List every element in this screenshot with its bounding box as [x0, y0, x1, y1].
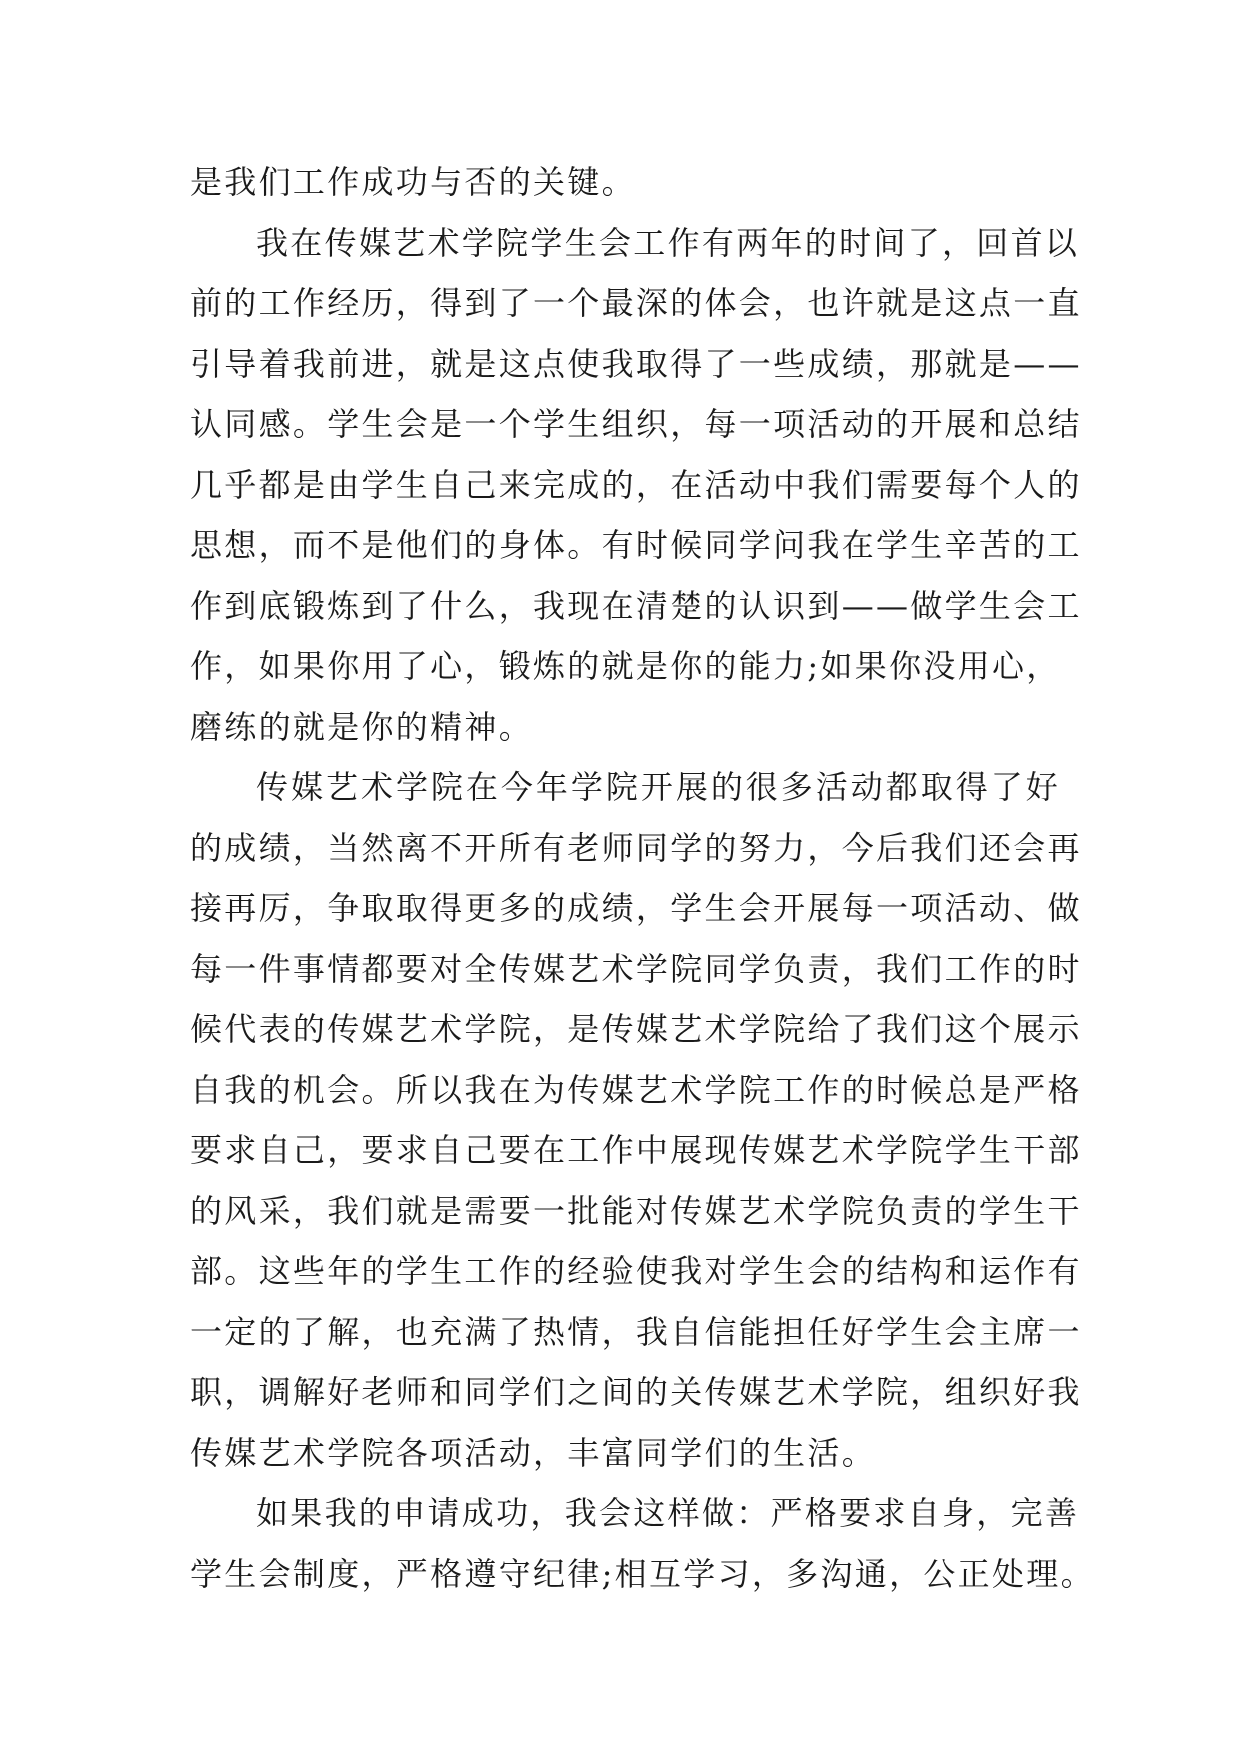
- paragraph-line: 几乎都是由学生自己来完成的，在活动中我们需要每个人的: [190, 465, 1082, 504]
- paragraph-line: 磨练的就是你的精神。: [190, 707, 534, 746]
- paragraph-line: 认同感。学生会是一个学生组织，每一项活动的开展和总结: [190, 405, 1082, 443]
- paragraph-line: 要求自己，要求自己要在工作中展现传媒艺术学院学生干部: [190, 1131, 1082, 1169]
- paragraph-line: 是我们工作成功与否的关键。: [190, 163, 636, 201]
- paragraph-line: 候代表的传媒艺术学院，是传媒艺术学院给了我们这个展示: [190, 1010, 1082, 1048]
- paragraph-line: 每一件事情都要对全传媒艺术学院同学负责，我们工作的时: [190, 949, 1082, 988]
- paragraph-line: 自我的机会。所以我在为传媒艺术学院工作的时候总是严格: [190, 1070, 1082, 1109]
- paragraph-line: 部。这些年的学生工作的经验使我对学生会的结构和运作有: [190, 1252, 1082, 1290]
- paragraph-line: 我在传媒艺术学院学生会工作有两年的时间了，回首以: [256, 223, 1080, 262]
- paragraph-line: 作，如果你用了心，锻炼的就是你的能力;如果你没用心，: [190, 647, 1061, 685]
- paragraph-line: 的成绩，当然离不开所有老师同学的努力，今后我们还会再: [190, 828, 1082, 867]
- paragraph-line: 引导着我前进，就是这点使我取得了一些成绩，那就是——: [190, 344, 1082, 383]
- paragraph-line: 接再厉，争取取得更多的成绩，学生会开展每一项活动、做: [190, 889, 1082, 927]
- paragraph-line: 职，调解好老师和同学们之间的关传媒艺术学院，组织好我: [190, 1373, 1082, 1411]
- paragraph-line: 作到底锻炼到了什么，我现在清楚的认识到——做学生会工: [190, 586, 1082, 625]
- paragraph-line: 思想，而不是他们的身体。有时候同学问我在学生辛苦的工: [190, 526, 1082, 564]
- paragraph-line: 传媒艺术学院在今年学院开展的很多活动都取得了好: [256, 768, 1060, 806]
- paragraph-line: 如果我的申请成功，我会这样做：严格要求自身，完善: [256, 1494, 1080, 1532]
- paragraph-line: 前的工作经历，得到了一个最深的体会，也许就是这点一直: [190, 284, 1082, 322]
- document-body: [190, 152, 1095, 1604]
- paragraph-line: 传媒艺术学院各项活动，丰富同学们的生活。: [190, 1433, 877, 1472]
- paragraph-line: 的风采，我们就是需要一批能对传媒艺术学院负责的学生干: [190, 1191, 1082, 1230]
- paragraph-line: 学生会制度，严格遵守纪律;相互学习，多沟通，公正处理。: [190, 1554, 1095, 1593]
- paragraph-line: 一定的了解，也充满了热情，我自信能担任好学生会主席一: [190, 1312, 1082, 1351]
